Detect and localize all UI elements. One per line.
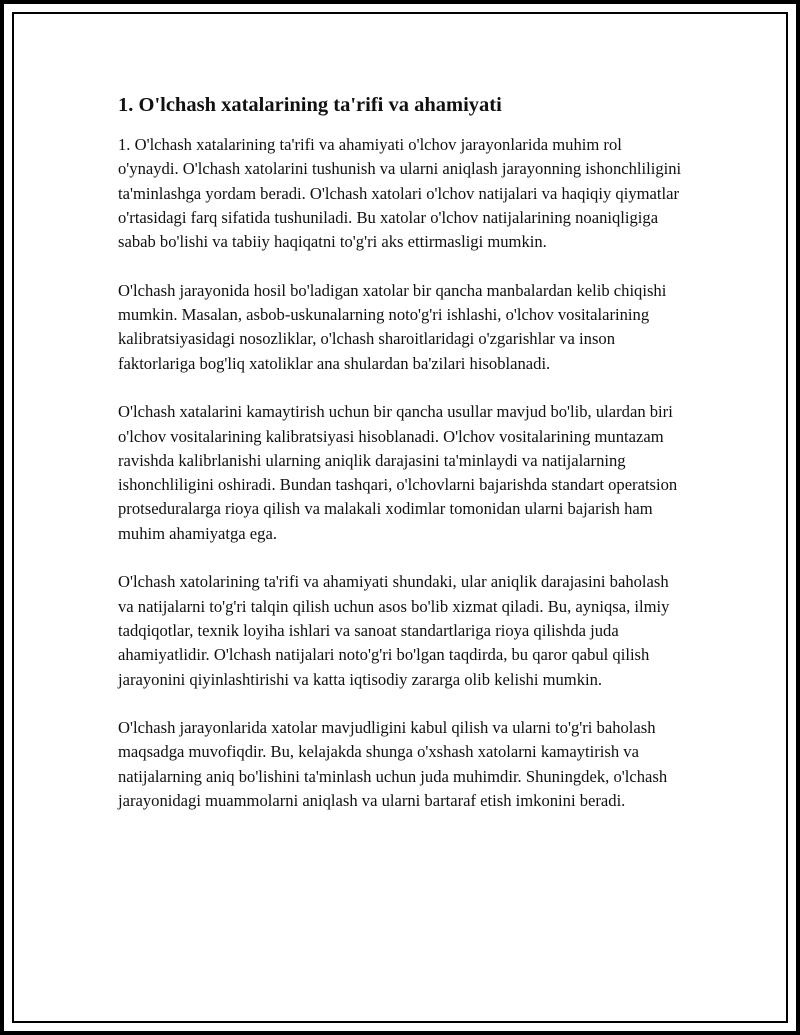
document-body bbox=[118, 92, 684, 838]
paragraph-2: O'lchash jarayonida hosil bo'ladigan xatolar bir qancha manbalardan kelib chiqishi mumkin. Masalan, asbob-uskunalarning noto'g'ri ishlashi, o'lchov vositalarining kalibratsiyasidagi nosozliklar, o'lchash sharoitlaridagi o'zgarishlar va inson faktorlariga bog'liq xatoliklar ana shulardan ba'zilari hisoblanadi. bbox=[118, 280, 667, 373]
paragraph-5: O'lchash jarayonlarida xatolar mavjudligini kabul qilish va ularni to'g'ri baholash maqsadga muvofiqdir. Bu, kelajakda shunga o'xshash xatolarni kamaytirish va natijalarning aniq bo'lishini ta'minlash uchun juda muhimdir. Shuningdek, o'lchash jarayonidagi muammolarni aniqlash va ularni bartaraf etish imkonini beradi. bbox=[118, 718, 668, 811]
page-title: 1. O'lchash xatalarining ta'rifi va ahamiyati bbox=[118, 94, 502, 116]
paragraph-1: 1. O'lchash xatalarining ta'rifi va ahamiyati o'lchov jarayonlarida muhim rol o'ynaydi. O'lchash xatolarini tushunish va ularni aniqlash jarayonning ishonchliligini ta'minlashga yordam beradi. O'lchash xatolari o'lchov natijalari va haqiqiy qiymatlar o'rtasidagi farq sifatida tushuniladi. Bu xatolar o'lchov natijalarining noaniqligiga sabab bo'lishi va tabiiy haqiqatni to'g'ri aks ettirmasligi mumkin. bbox=[118, 135, 682, 252]
paragraph-4: O'lchash xatolarining ta'rifi va ahamiyati shundaki, ular aniqlik darajasini baholash va natijalarni to'g'ri talqin qilish uchun asos bo'lib xizmat qiladi. Bu, ayniqsa, ilmiy tadqiqotlar, texnik loyiha ishlari va sanoat standartlariga rioya qilishda juda ahamiyatlidir. O'lchash natijalari noto'g'ri bo'lgan taqdirda, bu qaror qabul qilish jarayonini qiyinlashtirishi va katta iqtisodiy zararga olib kelishi mumkin. bbox=[118, 572, 670, 689]
paragraph-3: O'lchash xatalarini kamaytirish uchun bir qancha usullar mavjud bo'lib, ulardan biri o'lchov vositalarining kalibratsiyasi hisoblanadi. O'lchov vositalarining muntazam ravishda kalibrlanishi ularning aniqlik darajasini ta'minlaydi va natijalarning ishonchliligini oshiradi. Bundan tashqari, o'lchovlarni bajarishda standart operatsion protseduralarga rioya qilish va malakali xodimlar tomonidan ularni bajarish ham muhim ahamiyatga ega. bbox=[118, 402, 678, 543]
